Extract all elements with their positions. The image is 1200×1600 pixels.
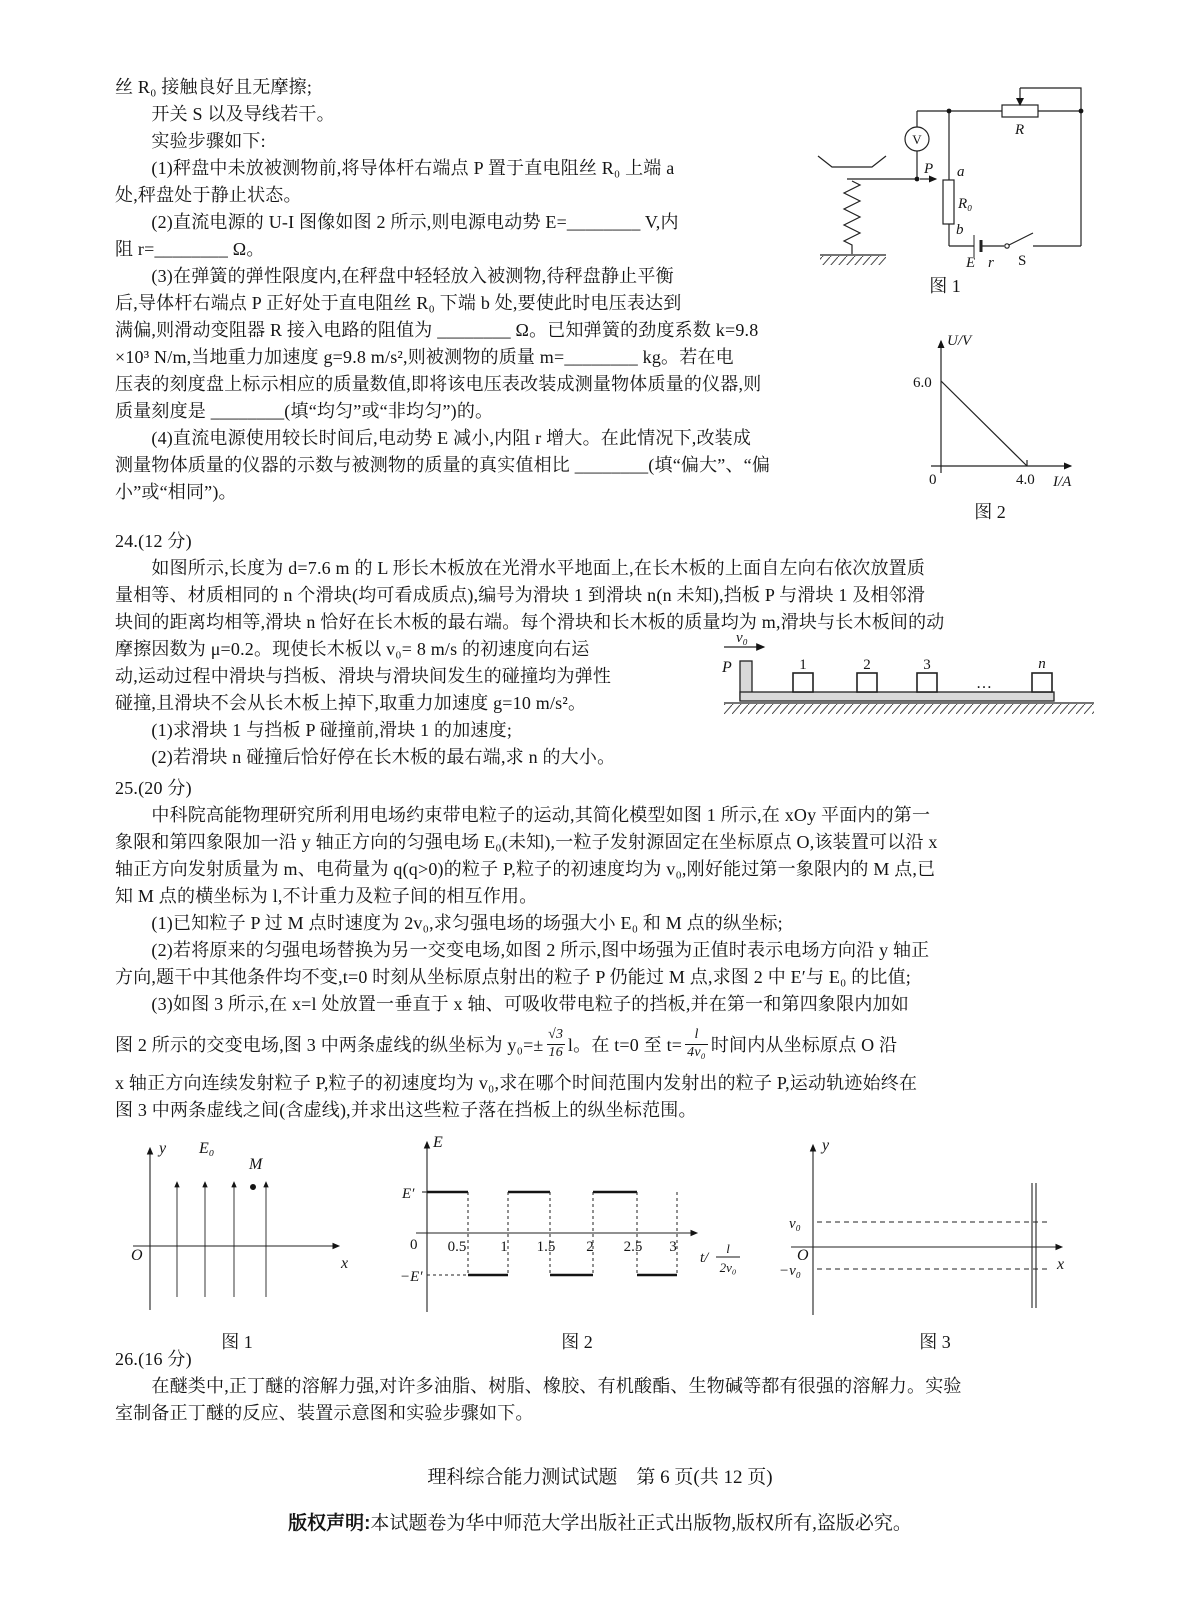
copyright-label: 版权声明: (288, 1513, 371, 1534)
y-axis-label: U/V (947, 333, 972, 349)
label-r: r (988, 255, 994, 271)
block-1-label: 1 (799, 657, 807, 673)
text-line: 在醚类中,正丁醚的溶解力强,对许多油脂、树脂、橡胶、有机酸酯、生物碱等都有很强的溶解力。实验 (115, 1376, 962, 1396)
text-line: 方向,题干中其他条件均不变,t=0 时刻从坐标原点射出的粒子 P 仍能过 M 点,求图 2 中 E′与 E₀ 的比值; (115, 967, 912, 987)
tick-4: 4.0 (1016, 472, 1035, 488)
text-line: 中科院高能物理研究所利用电场约束带电粒子的运动,其简化模型如图 1 所示,在 xOy 平面内的第一 (115, 805, 931, 825)
y-axis-label: y (822, 1137, 830, 1154)
block-3-label: 3 (923, 657, 931, 673)
figure-caption: 图 2 (561, 1332, 593, 1352)
text-line: 摩擦因数为 μ=0.2。现使长木板以 v₀= 8 m/s 的初速度向右运 (115, 639, 590, 659)
text-line: (2)若滑块 n 碰撞后恰好停在长木板的最右端,求 n 的大小。 (115, 747, 616, 767)
text-line: 量相等、材质相同的 n 个滑块(均可看成质点),编号为滑块 1 到滑块 n(n 未知),挡板 P 与滑块 1 及相邻滑 (115, 585, 926, 605)
frac-line-pre: 图 2 所示的交变电场,图 3 中两条虚线的纵坐标为 y₀=± (115, 1035, 544, 1055)
text-line: x 轴正方向连续发射粒子 P,粒子的初速度均为 v₀,求在哪个时间范围内发射出的粒子 P,运动轨迹始终在 (115, 1073, 918, 1093)
circuit-diagram-figure (790, 68, 1190, 303)
field-region-figure (115, 1125, 395, 1325)
label-b: b (956, 222, 964, 238)
text-line: 轴正方向发射质量为 m、电荷量为 q(q>0)的粒子 P,粒子的初速度均为 v₀,刚好能过第一象限内的 M 点,已 (115, 859, 936, 879)
text-line: 丝 R₀ 接触良好且无摩擦; (115, 77, 313, 97)
svg-text:2v₀: 2v₀ (719, 1260, 737, 1275)
text-line: ×10³ N/m,当地重力加速度 g=9.8 m/s²,则被测物的质量 m=________ kg。若在电 (115, 347, 734, 367)
question-number: 24.(12 分) (115, 531, 192, 551)
text-line: 阻 r=________ Ω。 (115, 239, 265, 259)
label-M: M (249, 1156, 263, 1173)
label-P: P (924, 161, 934, 177)
question-23-text-block (115, 74, 770, 506)
voltmeter-label: V (912, 132, 922, 147)
tick-6: 6.0 (913, 375, 932, 391)
fraction-l-4v0: $\frac{l}{\text{4v₀}}$ (687, 1027, 706, 1060)
text-line: (2)若将原来的匀强电场替换为另一交变电场,如图 2 所示,图中场强为正值时表示电场方向沿 y 轴正 (115, 940, 930, 960)
copyright-text: 本试题卷为华中师范大学出版社正式出版物,版权所有,盗版必究。 (370, 1513, 912, 1534)
dashed-limit-lines (817, 1222, 1047, 1269)
tick-2.5: 2.5 (623, 1239, 643, 1255)
tick-1: 1 (500, 1239, 508, 1255)
x-axis-label: x (341, 1255, 349, 1272)
frac-line-post: 时间内从坐标原点 O 沿 (710, 1035, 898, 1055)
text-line: 小”或“相同”)。 (115, 482, 237, 502)
text-line-with-fractions (115, 1018, 938, 1070)
text-line: 处,秤盘处于静止状态。 (115, 185, 302, 205)
text-line: 测量物体质量的仪器的示数与被测物的质量的真实值相比 ________(填“偏大”、“偏 (115, 455, 771, 475)
text-line: 象限和第四象限加一沿 y 轴正方向的匀强电场 E₀(未知),一粒子发射源固定在坐标原点 O,该装置可以沿 x (115, 832, 938, 852)
label-E0: E₀ (199, 1140, 215, 1157)
text-line: (3)如图 3 所示,在 x=l 处放置一垂直于 x 轴、可吸收带电粒子的挡板,并在第一和第四象限内加如 (115, 994, 909, 1014)
ui-graph-figure (895, 325, 1145, 515)
y-axis-label: y (159, 1140, 167, 1157)
text-line: 压表的刻度盘上标示相应的质量数值,即将该电压表改装成测量物体质量的仪器,则 (115, 374, 762, 394)
question-number: 26.(16 分) (115, 1349, 192, 1369)
question-25-text-block (115, 775, 938, 1124)
text-line: 块间的距离均相等,滑块 n 恰好在长木板的最右端。每个滑块和长木板的质量均为 m,滑块与长木板间的动 (115, 612, 945, 632)
square-wave-figure (400, 1120, 750, 1330)
fraction-sqrt3-16: $\frac{√3}{16}$ (548, 1027, 564, 1060)
text-line: 开关 S 以及导线若干。 (115, 104, 335, 124)
tick-0.5: 0.5 (447, 1239, 467, 1255)
x-axis-label: I/A (1053, 474, 1072, 490)
t-axis-unit-label (700, 1241, 740, 1275)
ellipsis: … (976, 675, 992, 692)
text-line: 如图所示,长度为 d=7.6 m 的 L 形长木板放在光滑水平地面上,在长木板的上面自左向右依次放置质 (115, 558, 926, 578)
figure-caption: 图 2 (974, 502, 1006, 522)
question-26-text-block (115, 1346, 962, 1427)
ground-hatch (820, 256, 886, 265)
text-line: (3)在弹簧的弹性限度内,在秤盘中轻轻放入被测物,待秤盘静止平衡 (115, 266, 674, 286)
text-line: 室制备正丁醚的反应、装置示意图和实验步骤如下。 (115, 1403, 534, 1423)
x-axis-label: x (1057, 1256, 1065, 1273)
figure-caption: 图 1 (221, 1332, 253, 1352)
text-line: (1)求滑块 1 与挡板 P 碰撞前,滑块 1 的加速度; (115, 720, 513, 740)
ground-hatch (724, 704, 1094, 714)
label-a: a (957, 164, 965, 180)
text-line: 动,运动过程中滑块与挡板、滑块与滑块间发生的碰撞均为弹性 (115, 666, 612, 686)
question-number: 25.(20 分) (115, 778, 192, 798)
origin-label: O (797, 1247, 809, 1264)
text-line: (1)已知粒子 P 过 M 点时速度为 2v₀,求匀强电场的场强大小 E₀ 和 M 点的纵坐标; (115, 913, 783, 933)
text-line: 后,导体杆右端点 P 正好处于直电阻丝 R₀ 下端 b 处,要使此时电压表达到 (115, 293, 682, 313)
tick-0: 0 (410, 1237, 418, 1253)
label-v0: v₀ (736, 630, 748, 646)
board-blocks-figure (700, 615, 1100, 725)
text-line: 实验步骤如下: (115, 131, 266, 151)
barrier-region-figure (775, 1120, 1095, 1325)
point-M-dot (250, 1184, 256, 1190)
tick-3: 3 (669, 1239, 677, 1255)
frac-line-mid: l。在 t=0 至 t= (567, 1035, 683, 1055)
svg-text:l: l (726, 1241, 730, 1256)
text-line: (1)秤盘中未放被测物前,将导体杆右端点 P 置于直电阻丝 R₀ 上端 a (115, 158, 675, 178)
text-line: (4)直流电源使用较长时间后,电动势 E 减小,内阻 r 增大。在此情况下,改装成 (115, 428, 752, 448)
label-upper-dashed: v₀ (789, 1216, 801, 1232)
origin-label: O (131, 1247, 143, 1264)
copyright-notice (0, 1508, 1200, 1535)
y-axis-label: E (433, 1134, 443, 1151)
page-footer: 理科综合能力测试试题 第 6 页(共 12 页) (427, 1467, 773, 1488)
label-E: E (966, 255, 976, 271)
label-S: S (1018, 253, 1027, 269)
label-neg-E-prime: −E′ (400, 1269, 423, 1285)
label-R: R (1015, 122, 1025, 138)
text-line: 满偏,则滑动变阻器 R 接入电路的阻值为 ________ Ω。已知弹簧的劲度系数 k=9.8 (115, 320, 759, 340)
tick-1.5: 1.5 (536, 1239, 556, 1255)
text-line: 质量刻度是 ________(填“均匀”或“非均匀”)的。 (115, 401, 494, 421)
tick-0: 0 (929, 472, 937, 488)
block-n-label: n (1038, 656, 1046, 672)
label-lower-dashed: −v₀ (779, 1263, 801, 1279)
figure-caption: 图 3 (919, 1332, 951, 1352)
text-line: 图 3 中两条虚线之间(含虚线),并求出这些粒子落在挡板上的纵坐标范围。 (115, 1100, 697, 1120)
text-line: 碰撞,且滑块不会从长木板上掉下,取重力加速度 g=10 m/s²。 (115, 693, 587, 713)
figure-caption: 图 1 (929, 276, 961, 296)
label-E-prime: E′ (402, 1186, 415, 1202)
label-R0: R₀ (958, 196, 973, 212)
text-line: (2)直流电源的 U-I 图像如图 2 所示,则电源电动势 E=________ V,内 (115, 212, 679, 232)
block-2-label: 2 (863, 657, 871, 673)
label-P: P (722, 659, 732, 676)
tick-2: 2 (586, 1239, 594, 1255)
text-line: 知 M 点的横坐标为 l,不计重力及粒子间的相互作用。 (115, 886, 538, 906)
svg-text:t/: t/ (700, 1250, 709, 1266)
